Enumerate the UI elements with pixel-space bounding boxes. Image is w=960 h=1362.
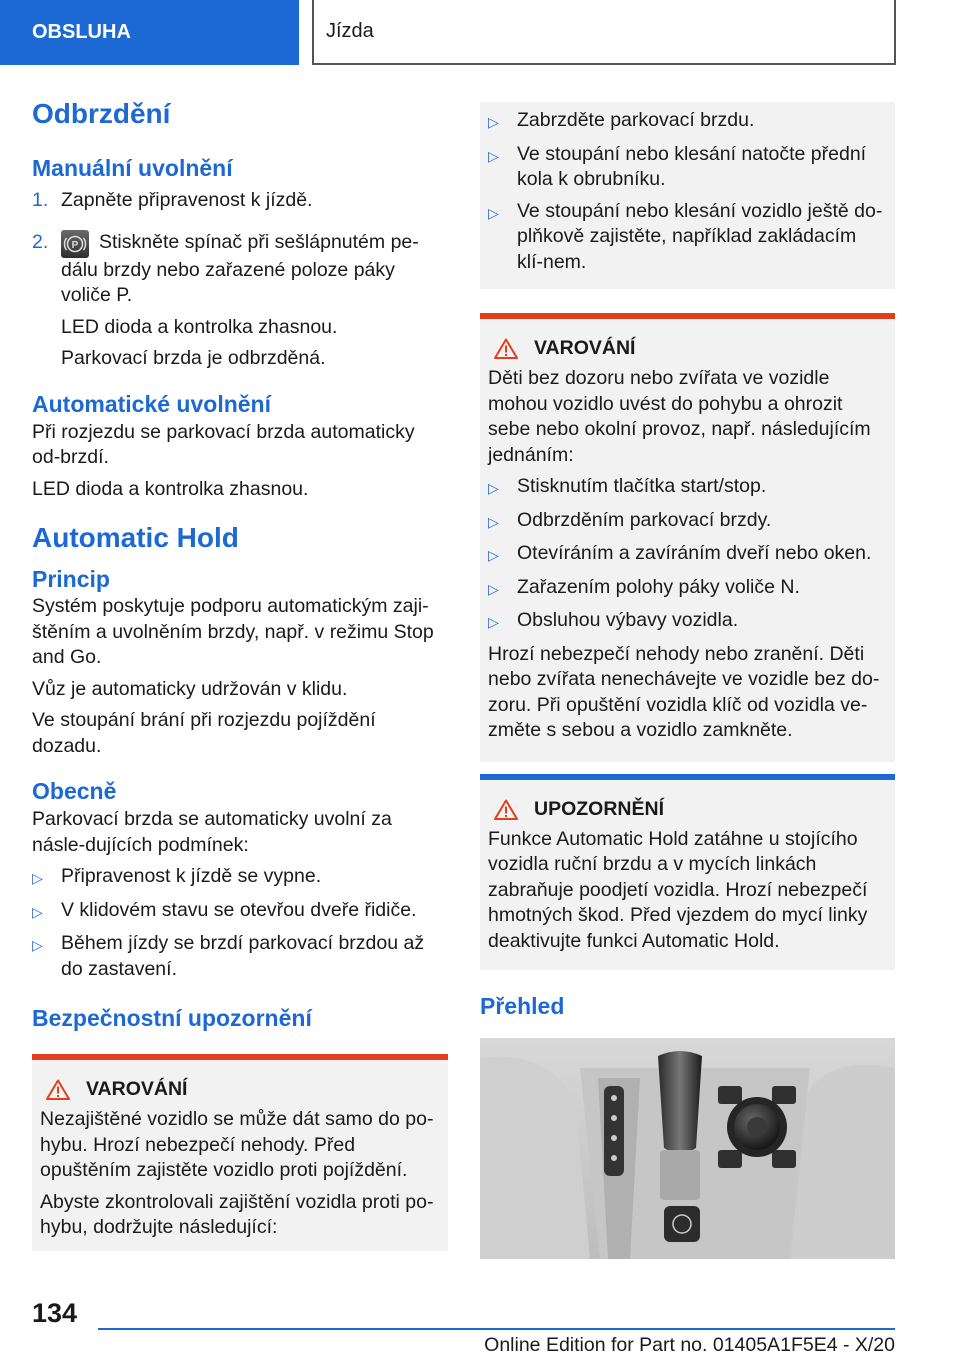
list-item: ▷ V klidovém stavu se otevřou dveře řidiče. — [32, 898, 448, 926]
list-item: ▷ Zabrzděte parkovací brzdu. — [488, 108, 887, 136]
step-number: 2. — [32, 230, 49, 253]
footer-edition: Online Edition for Part no. 01405A1F5E4 - X/20 — [484, 1334, 895, 1356]
warning-box-2 — [480, 313, 895, 762]
triangle-bullet-icon: ▷ — [488, 513, 499, 530]
warning-1-text-2: Abyste zkontrolovali zajištění vozidla proti po-hybu, dodržujte následující: — [40, 1190, 434, 1239]
notice-title: UPOZORNĚNÍ — [494, 798, 887, 821]
footer-rule — [98, 1328, 895, 1330]
heading-auto-release: Automatické uvolnění — [32, 390, 271, 417]
heading-overview: Přehled — [480, 993, 565, 1019]
list-item: ▷ Obsluhou výbavy vozidla. — [488, 608, 887, 636]
list-item: ▷ Stisknutím tlačítka start/stop. — [488, 474, 887, 502]
principle-text-2: Vůz je automaticky udržován v klidu. — [32, 677, 348, 700]
svg-text:P: P — [71, 239, 79, 251]
heading-safety: Bezpečnostní upozornění — [32, 1005, 312, 1032]
warning-box-1 — [32, 1054, 448, 1251]
notice-text: Funkce Automatic Hold zatáhne u stojícího vozidla ruční brzdu a v mycích linkách zabraňuje poodjetí vozidla. Hrozí nebezpečí hmotných škod. Před vjezdem do mycí linky deaktivujte funkci Automatic Hold. — [488, 827, 868, 952]
list-item: ▷ Zařazením polohy páky voliče N. — [488, 575, 887, 603]
list-item: ▷ Připravenost k jízdě se vypne. — [32, 864, 448, 892]
general-text: Parkovací brzda se automaticky uvolní za násle-dujících podmínek: — [32, 808, 392, 856]
triangle-bullet-icon: ▷ — [488, 114, 499, 130]
manual-note-2: Parkovací brzda je odbrzděná. — [61, 347, 326, 370]
step-text: Stiskněte spínač při sešlápnutém pe- — [99, 230, 419, 253]
warning-title: VAROVÁNÍ — [494, 337, 887, 360]
step-1 — [32, 188, 448, 214]
list-item: ▷ Ve stoupání nebo klesání vozidlo ještě do-plňkově zajistěte, například zakládacím klí-nem. — [488, 199, 887, 276]
heading-principle: Princip — [32, 565, 110, 592]
triangle-bullet-icon: ▷ — [32, 870, 43, 887]
warning-title: VAROVÁNÍ — [46, 1078, 440, 1101]
warning-triangle-icon — [494, 338, 518, 359]
triangle-bullet-icon: ▷ — [488, 547, 499, 563]
auto-text-1: Při rozjezdu se parkovací brzda automaticky od-brzdí. — [32, 420, 415, 469]
chapter-title: Jízda — [312, 0, 896, 65]
triangle-bullet-icon: ▷ — [488, 147, 499, 164]
notice-box — [480, 774, 895, 971]
warning-2-text-2: Hrozí nebezpečí nehody nebo zranění. Děti nebo zvířata nenechávejte ve vozidle bez do-zoru. Při opuštění vozidla klíč od vozidla ve-změte s sebou a vozidlo zamkněte. — [488, 642, 880, 741]
triangle-bullet-icon: ▷ — [32, 937, 43, 954]
triangle-bullet-icon: ▷ — [488, 580, 499, 597]
manual-note-1: LED dioda a kontrolka zhasnou. — [61, 315, 338, 338]
heading-release: Odbrzdění — [32, 98, 171, 129]
list-item: ▷ Během jízdy se brzdí parkovací brzdou až do zastavení. — [32, 931, 448, 982]
warning-triangle-icon — [494, 799, 518, 820]
auto-text-2: LED dioda a kontrolka zhasnou. — [32, 477, 309, 500]
section-tab: OBSLUHA — [0, 0, 299, 65]
left-column — [32, 96, 448, 1251]
triangle-bullet-icon: ▷ — [488, 204, 499, 221]
list-item: ▷ Odbrzděním parkovací brzdy. — [488, 508, 887, 536]
warning-1-text-1: Nezajištěné vozidlo se může dát samo do po-hybu. Hrozí nebezpečí nehody. Před opuštěním zajistěte vozidlo proti pojíždění. — [40, 1108, 434, 1182]
step-text: Zapněte připravenost k jízdě. — [61, 189, 313, 212]
warning-triangle-icon — [46, 1079, 70, 1100]
heading-general: Obecně — [32, 778, 117, 805]
list-item: ▷ Ve stoupání nebo klesání natočte přední kola k obrubníku. — [488, 142, 887, 193]
triangle-bullet-icon: ▷ — [32, 903, 43, 920]
list-item: ▷ Otevíráním a zavíráním dveří nebo oken. — [488, 541, 887, 569]
triangle-bullet-icon: ▷ — [488, 480, 499, 496]
center-console-image — [480, 1038, 895, 1259]
page-number: 134 — [32, 1298, 78, 1328]
warning-2-text-1: Děti bez dozoru nebo zvířata ve vozidle mohou vozidlo uvést do pohybu a ohrozit sebe nebo okolní provoz, např. následujícím jednáním: — [488, 367, 871, 466]
heading-manual: Manuální uvolnění — [32, 155, 233, 182]
warning-box-1-cont — [480, 102, 895, 289]
triangle-bullet-icon: ▷ — [488, 614, 499, 630]
heading-automatic-hold: Automatic Hold — [32, 522, 239, 554]
parking-brake-icon — [61, 230, 89, 258]
step-2 — [32, 230, 448, 309]
right-column — [480, 102, 895, 1259]
step-number: 1. — [32, 189, 49, 212]
principle-text-3: Ve stoupání brání při rozjezdu pojíždění dozadu. — [32, 709, 376, 757]
principle-text-1: Systém poskytuje podporu automatickým zaji-štěním a uvolněním brzdy, např. v režimu Stop and Go. — [32, 595, 434, 669]
step-text-cont: dálu brzdy nebo zařazené poloze páky voliče P. — [61, 258, 395, 307]
